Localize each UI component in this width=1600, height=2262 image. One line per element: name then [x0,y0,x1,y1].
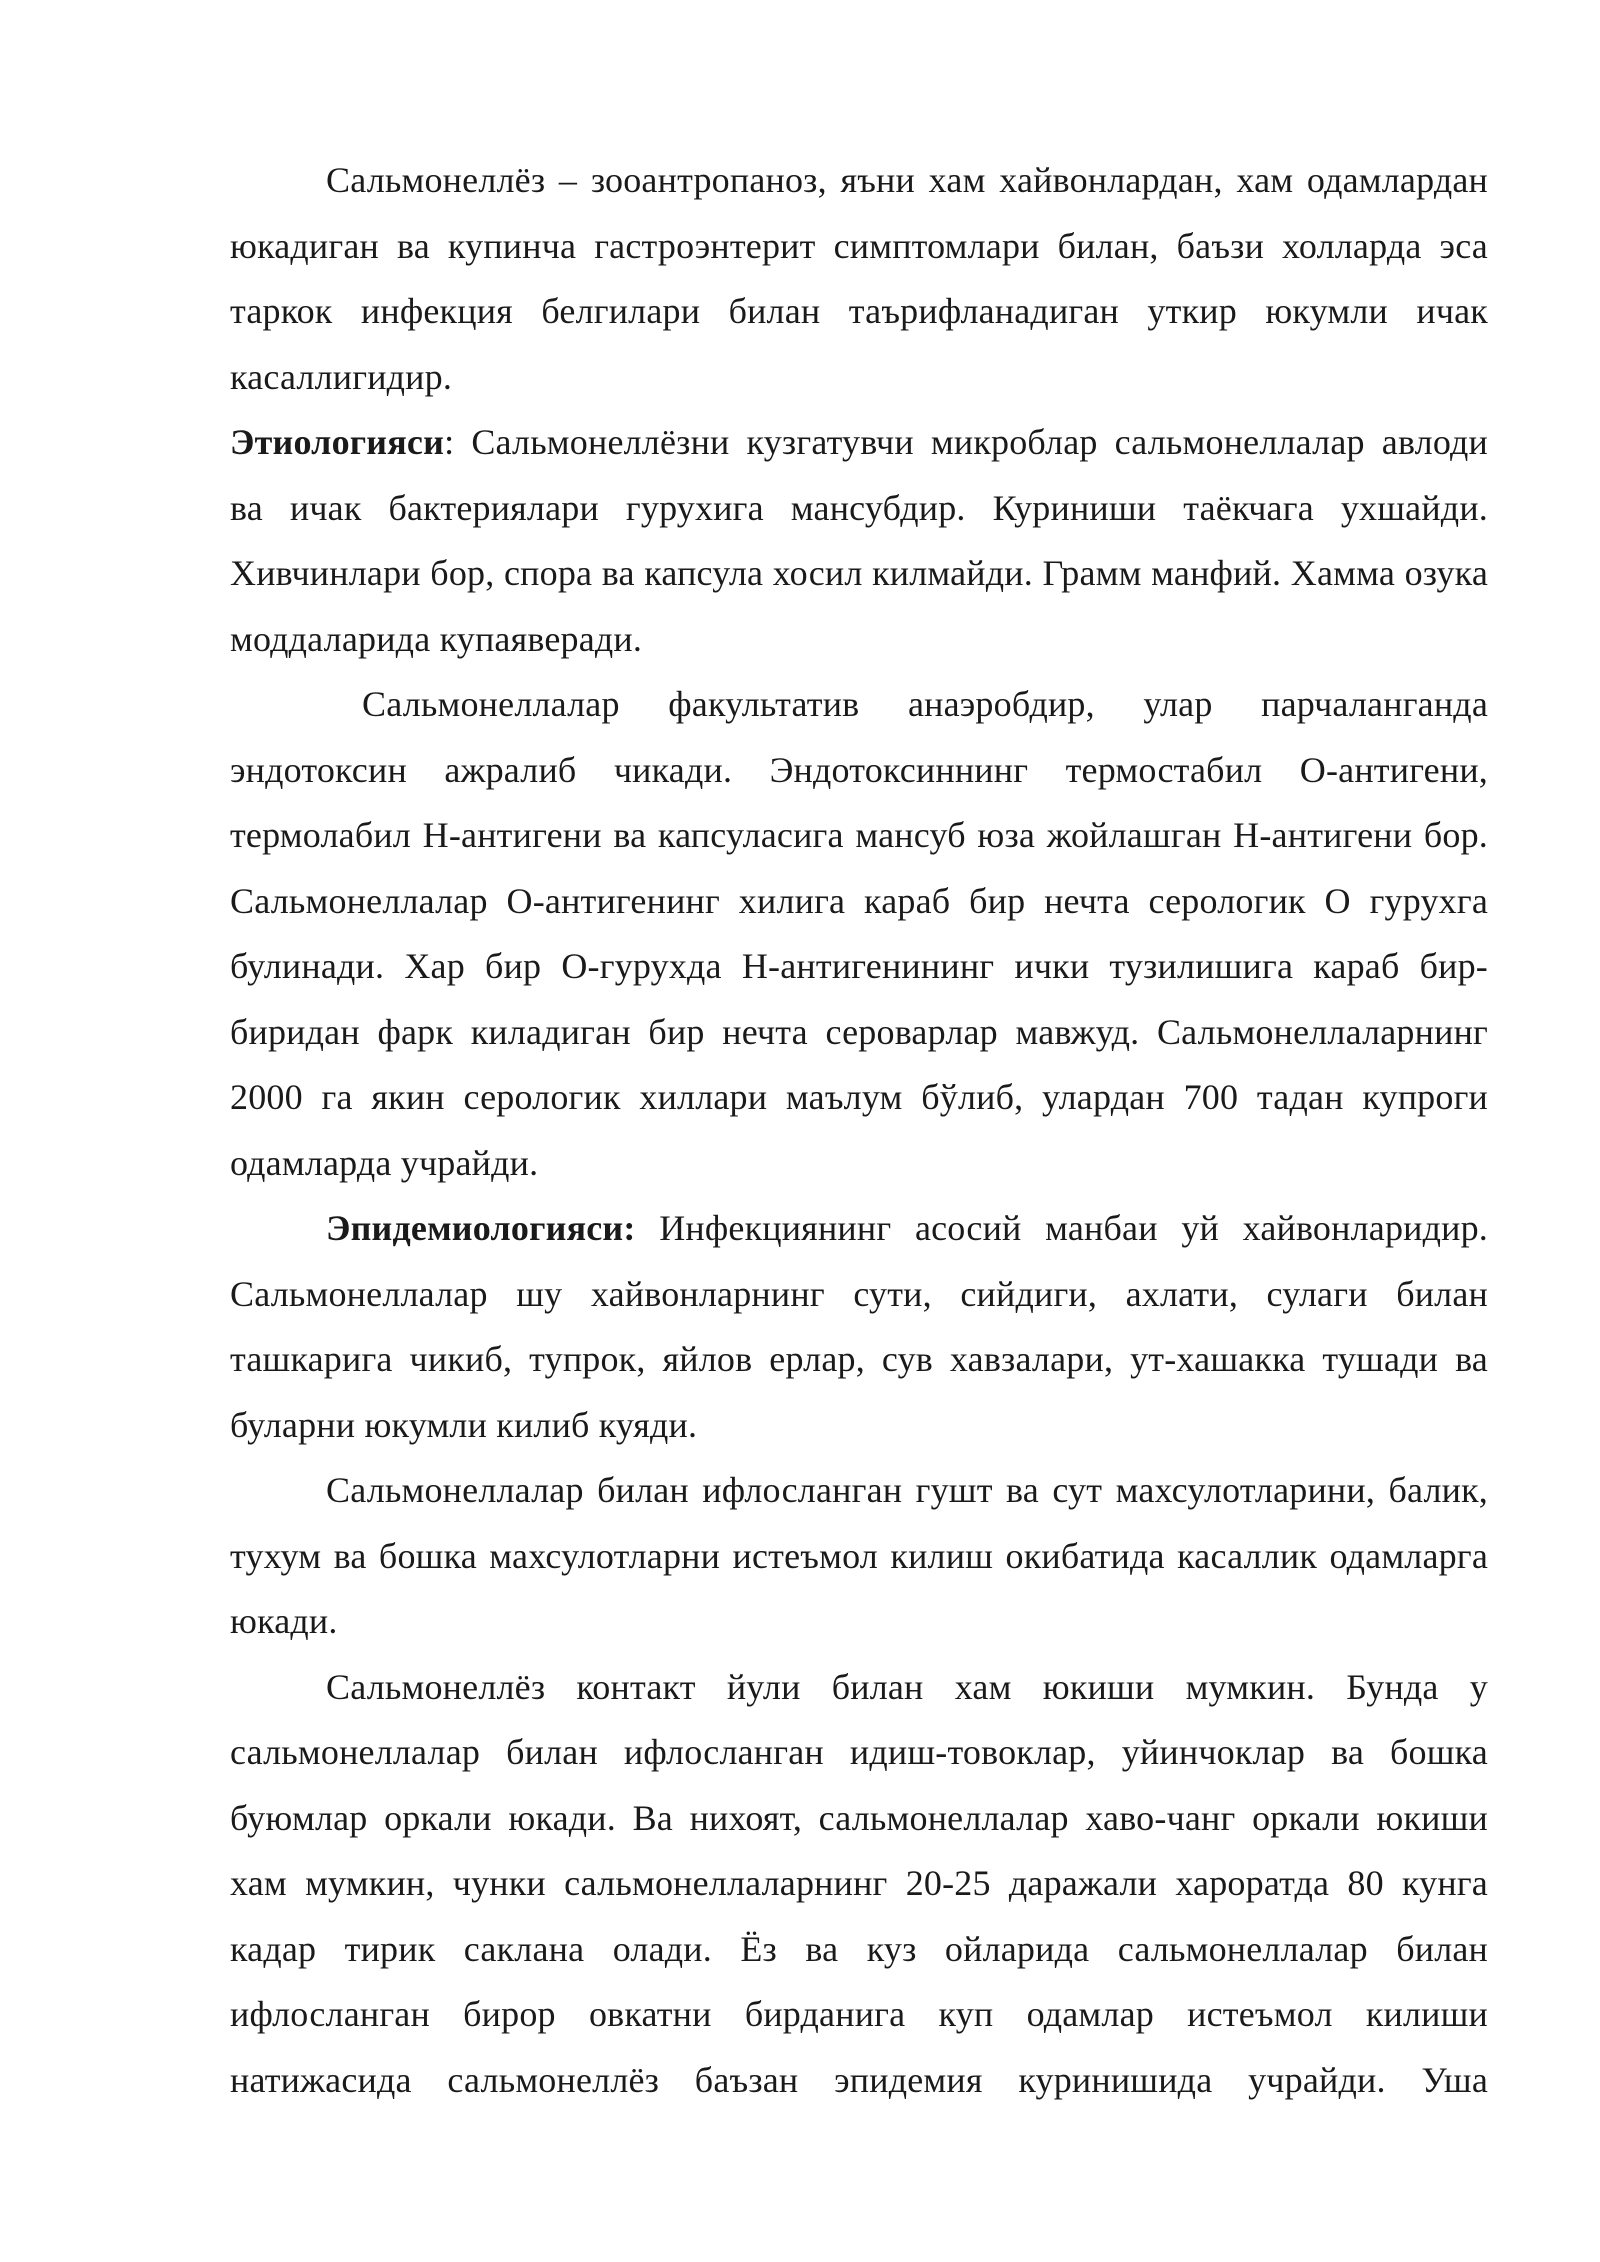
paragraph-anaerobe [230,672,1488,1196]
paragraph-epidemiology [230,1196,1488,1458]
paragraph-text: Инфекциянинг асосий манбаи уй хайвонларидир. Сальмонеллалар шу хайвонларнинг сути, сийдиги, ахлати, сулаги билан ташкарига чикиб, тупрок, яйлов ерлар, сув хавзалари, ут-хашакка тушади ва буларни юкумли килиб куяди. [230,1208,1488,1445]
epidemiology-heading: Эпидемиологияси: [326,1208,636,1248]
paragraph-text: : Сальмонеллёзни кузгатувчи микроблар сальмонеллалар авлоди ва ичак бактериялари гурухига мансубдир. Куриниши таёкчага ухшайди. Хивчинлари бор, спора ва капсула хосил килмайди. Грамм манфий. Хамма озука моддаларида купаяверади. [230,422,1488,659]
paragraph-text: Сальмонеллёз контакт йули билан хам юкиши мумкин. Бунда у сальмонеллалар билан ифлосланган идиш-товоклар, уйинчоклар ва бошка буюмлар оркали юкади. Ва нихоят, сальмонеллалар хаво-чанг оркали юкиши хам мумкин, чунки сальмонеллаларнинг 20-25 даражали хароратда 80 кунга кадар тирик саклана олади. Ёз ва куз ойларида сальмонеллалар билан ифлосланган бирор овкатни бирданига куп одамлар истеъмол килиши натижасида сальмонеллёз баъзан эпидемия куринишида учрайди. Уша [230,1666,1488,2100]
paragraph-etiology [230,410,1488,672]
paragraph-text: Сальмонеллалар билан ифлосланган гушт ва сут махсулотларини, балик, тухум ва бошка махсулотларни истеъмол килиш окибатида касаллик одамларга юкади. [230,1470,1488,1641]
paragraph-contact [230,1655,1488,2114]
paragraph-intro [230,148,1488,410]
document-body [230,148,1488,2113]
paragraph-food [230,1458,1488,1655]
paragraph-text: Сальмонеллёз – зооантропаноз, яъни хам хайвонлардан, хам одамлардан юкадиган ва купинча гастроэнтерит симптомлари билан, баъзи холларда эса таркок инфекция белгилари билан таърифланадиган уткир юкумли ичак касаллигидир. [230,160,1488,397]
paragraph-text: Сальмонеллалар факультатив анаэробдир, улар парчаланганда эндотоксин ажралиб чикади. Эндотоксиннинг термостабил О-антигени, термолабил Н-антигени ва капсуласига мансуб юза жойлашган Н-антигени бор. Сальмонеллалар О-антигенинг хилига караб бир нечта серологик О гурухга булинади. Хар бир О-гурухда Н-антигенининг ички тузилишига караб бир-биридан фарк киладиган бир нечта сероварлар мавжуд. Сальмонеллаларнинг 2000 га якин серологик хиллари маълум бўлиб, улардан 700 тадан купроги одамларда учрайди. [230,684,1488,1183]
etiology-heading: Этиологияси [230,422,445,462]
